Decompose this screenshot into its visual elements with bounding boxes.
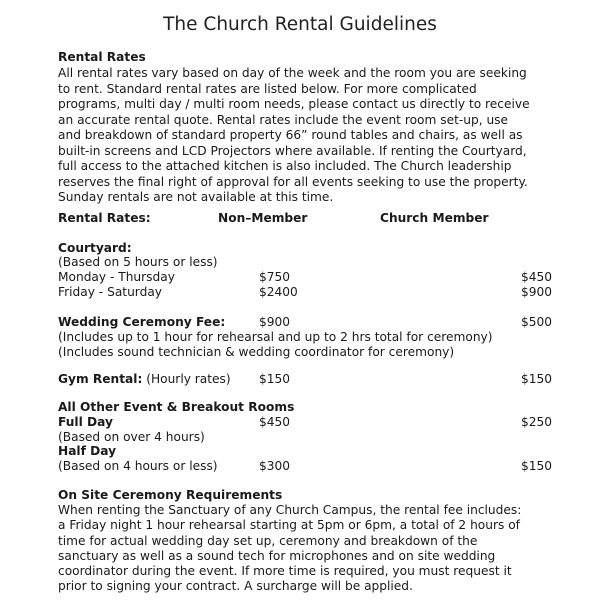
non-member-price: $900: [259, 315, 291, 329]
gym-rental-row: [58, 372, 558, 388]
table-row: [58, 270, 558, 286]
gym-label: Gym Rental:: [58, 372, 143, 386]
full-day-label: Full Day: [58, 415, 113, 429]
paragraph-line: and breakdown of standard property 66” round tables and chairs, as well as: [58, 128, 523, 142]
header-non-member: Non–Member: [218, 211, 308, 225]
paragraph-line: Sunday rentals are not available at this time.: [58, 190, 334, 204]
paragraph-line: coordinator during the event. If more time is required, you must request it: [58, 564, 512, 578]
non-member-price: $750: [259, 270, 291, 284]
wedding-fee-label: Wedding Ceremony Fee:: [58, 315, 226, 329]
member-price: $450: [520, 270, 552, 284]
full-day-note: (Based on over 4 hours): [58, 430, 205, 444]
paragraph-line: a Friday night 1 hour rehearsal starting at 5pm or 6pm, a total of 2 hours of: [58, 518, 520, 532]
paragraph-line: time for actual wedding day set up, ceremony and breakdown of the: [58, 534, 478, 548]
gym-suffix: (Hourly rates): [142, 372, 231, 386]
page-title: The Church Rental Guidelines: [163, 14, 437, 35]
paragraph-line: an accurate rental quote. Rental rates include the event room set-up, use: [58, 113, 509, 127]
non-member-price: $2400: [259, 285, 298, 299]
other-rooms-heading: All Other Event & Breakout Rooms: [58, 400, 295, 414]
wedding-fee-row: [58, 315, 558, 331]
paragraph-line: full access to the attached kitchen is also included. The Church leadership: [58, 159, 512, 173]
non-member-price: $450: [259, 415, 291, 429]
gym-label-group: [58, 372, 231, 388]
paragraph-line: sanctuary as well as a sound tech for microphones and on site wedding: [58, 549, 496, 563]
member-price: $150: [520, 372, 552, 386]
half-day-label: Half Day: [58, 444, 117, 458]
courtyard-heading: Courtyard:: [58, 241, 132, 255]
courtyard-note: (Based on 5 hours or less): [58, 255, 218, 269]
non-member-price: $300: [259, 459, 291, 473]
onsite-heading: On Site Ceremony Requirements: [58, 488, 283, 502]
member-price: $250: [520, 415, 552, 429]
wedding-note: (Includes sound technician & wedding coordinator for ceremony): [58, 345, 455, 359]
paragraph-line: All rental rates vary based on day of the week and the room you are seeking: [58, 66, 527, 80]
paragraph-line: to rent. Standard rental rates are listed below. For more complicated: [58, 82, 477, 96]
paragraph-line: When renting the Sanctuary of any Church Campus, the rental fee includes:: [58, 503, 522, 517]
row-label: Friday - Saturday: [58, 285, 163, 299]
non-member-price: $150: [259, 372, 291, 386]
table-row: [58, 285, 558, 301]
rates-table-header: [58, 211, 558, 227]
rental-rates-heading: Rental Rates: [58, 50, 146, 64]
half-day-note: (Based on 4 hours or less): [58, 459, 218, 473]
header-church-member: Church Member: [380, 211, 489, 225]
member-price: $150: [520, 459, 552, 473]
row-label: Monday - Thursday: [58, 270, 175, 284]
member-price: $500: [520, 315, 552, 329]
full-day-row: [58, 415, 558, 431]
paragraph-line: prior to signing your contract. A surcharge will be applied.: [58, 579, 413, 593]
wedding-note: (Includes up to 1 hour for rehearsal and up to 2 hrs total for ceremony): [58, 330, 493, 344]
paragraph-line: built-in screens and LCD Projectors where available. If renting the Courtyard,: [58, 144, 527, 158]
half-day-row: [58, 459, 558, 475]
member-price: $900: [520, 285, 552, 299]
header-label: Rental Rates:: [58, 211, 151, 225]
paragraph-line: programs, multi day / multi room needs, please contact us directly to receive: [58, 97, 530, 111]
paragraph-line: reserves the final right of approval for all events seeking to use the property.: [58, 175, 528, 189]
